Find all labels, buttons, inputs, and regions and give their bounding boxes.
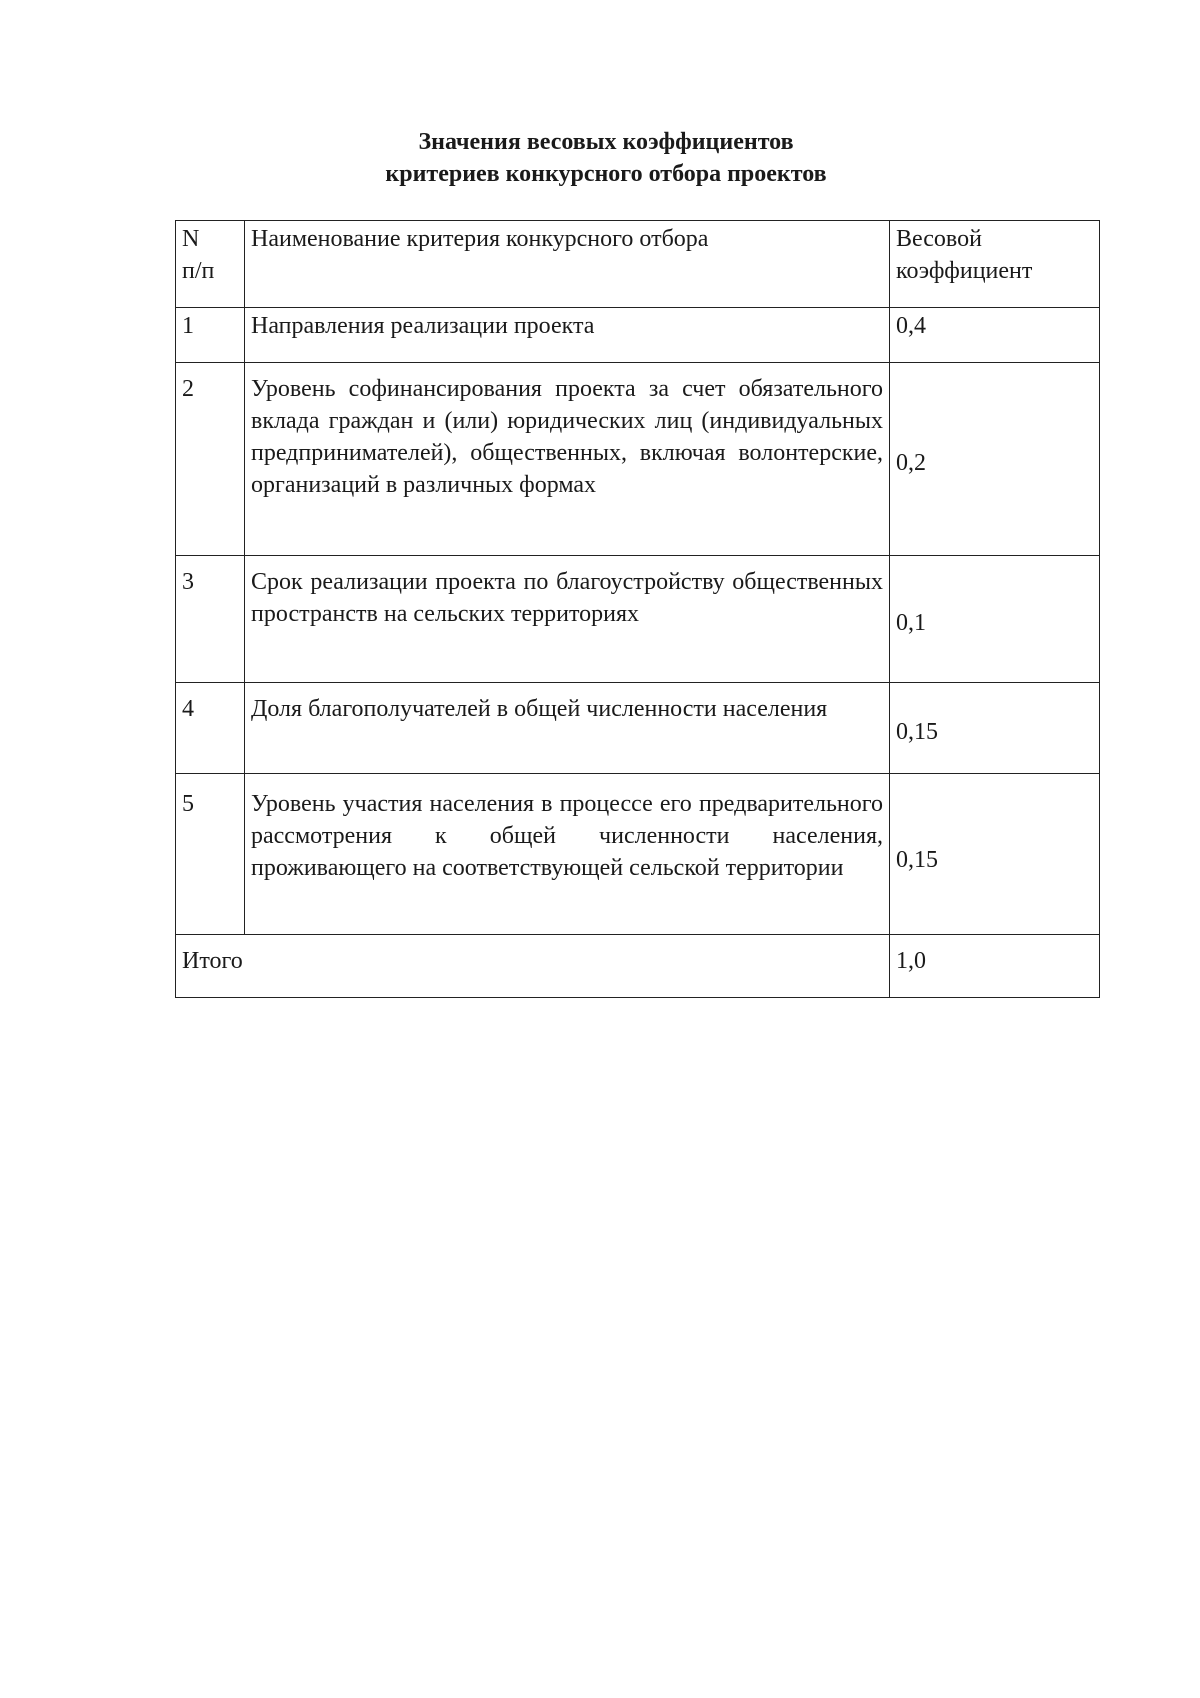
header-num-line-2: п/п bbox=[182, 258, 215, 284]
table-row bbox=[176, 363, 1100, 556]
row-num: 3 bbox=[176, 556, 245, 683]
row-criterion: Направления реализации проекта bbox=[245, 308, 890, 363]
row-criterion: Уровень софинансирования проекта за счет обязательного вклада граждан и (или) юридических лиц (индивидуальных предпринимателей), общественных, включая волонтерские, организаций в различных формах bbox=[245, 363, 890, 556]
row-num: 1 bbox=[176, 308, 245, 363]
table-row bbox=[176, 556, 1100, 683]
row-weight: 0,1 bbox=[890, 556, 1100, 683]
table-header-row bbox=[176, 221, 1100, 308]
row-num: 5 bbox=[176, 774, 245, 935]
row-weight: 0,15 bbox=[890, 683, 1100, 774]
total-weight: 1,0 bbox=[890, 935, 1100, 998]
row-weight: 0,4 bbox=[890, 308, 1100, 363]
table-row bbox=[176, 774, 1100, 935]
title-line-2: критериев конкурсного отбора проектов bbox=[385, 161, 827, 187]
table-total-row bbox=[176, 935, 1100, 998]
header-weight-line-1: Весовой bbox=[896, 226, 982, 252]
criteria-table bbox=[175, 220, 1100, 998]
header-weight bbox=[890, 221, 1100, 308]
row-num: 4 bbox=[176, 683, 245, 774]
header-name: Наименование критерия конкурсного отбора bbox=[245, 221, 890, 308]
title-line-1: Значения весовых коэффициентов bbox=[418, 129, 794, 155]
document-title bbox=[0, 126, 1200, 190]
header-weight-line-2: коэффициент bbox=[896, 258, 1033, 284]
table-row bbox=[176, 683, 1100, 774]
row-criterion: Уровень участия населения в процессе его предварительного рассмотрения к общей численности населения, проживающего на соответствующей сельской территории bbox=[245, 774, 890, 935]
row-criterion: Доля благополучателей в общей численности населения bbox=[245, 683, 890, 774]
row-criterion: Срок реализации проекта по благоустройству общественных пространств на сельских территориях bbox=[245, 556, 890, 683]
row-weight: 0,15 bbox=[890, 774, 1100, 935]
row-weight: 0,2 bbox=[890, 363, 1100, 556]
row-num: 2 bbox=[176, 363, 245, 556]
table-row bbox=[176, 308, 1100, 363]
header-num-line-1: N bbox=[182, 226, 200, 252]
total-label: Итого bbox=[176, 935, 890, 998]
header-num bbox=[176, 221, 245, 308]
